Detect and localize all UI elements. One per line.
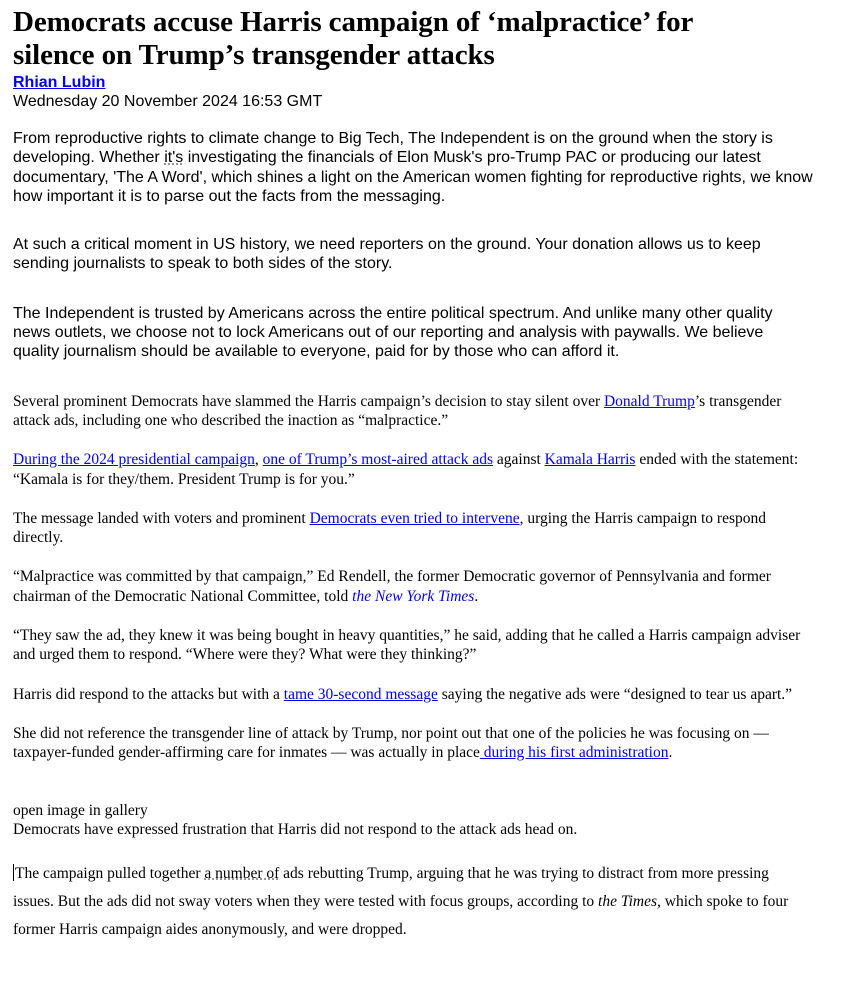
text-cursor [13, 864, 14, 881]
body-paragraph-6: Harris did respond to the attacks but with a tame 30-second message saying the negative ads were “designed to tear us apart.” [13, 685, 793, 703]
publish-date: Wednesday 20 November 2024 16:53 GMT [13, 93, 323, 110]
headline [13, 6, 813, 72]
body-paragraph-1: Several prominent Democrats have slammed the Harris campaign’s decision to stay silent over Donald Trump’s transgender attack ads, including one who described the inaction as “malpractice.” [13, 392, 782, 429]
appeal-paragraph-1: From reproductive rights to climate change to Big Tech, The Independent is on the ground when the story is developing. Whether it's investigating the financials of Elon Musk's pro-Trump PAC or producing our latest documentary, 'The A Word', which shines a light on the American women fighting for reproductive rights, we know how important it is to parse out the facts from the messaging. [13, 130, 813, 205]
tame-message-link[interactable]: tame 30-second message [283, 685, 438, 703]
article [13, 0, 813, 944]
appeal-paragraph-2: At such a critical moment in US history, we need reporters on the ground. Your donation allows us to keep sending journalists to speak to both sides of the story. [13, 236, 761, 273]
headline-line-2: silence on Trump’s transgender attacks [13, 39, 495, 71]
campaign-2024-link[interactable]: During the 2024 presidential campaign [13, 451, 255, 469]
appeal-paragraph-3: The Independent is trusted by Americans across the entire political spectrum. And unlike many other quality news outlets, we choose not to lock Americans out of our reporting and analysis with paywalls. We believe quality journalism should be available to everyone, paid for by those who can afford it. [13, 304, 773, 361]
image-caption: Democrats have expressed frustration that Harris did not respond to the attack ads head on. [13, 820, 578, 838]
body-paragraph-3: The message landed with voters and prominent Democrats even tried to intervene, urging the Harris campaign to respond directly. [13, 509, 766, 547]
open-gallery-link[interactable]: open image in gallery [13, 801, 148, 819]
kamala-harris-link[interactable]: Kamala Harris [544, 451, 636, 469]
new-york-times-link[interactable]: the New York Times [352, 587, 475, 605]
body-paragraph-5: “They saw the ad, they knew it was being bought in heavy quantities,” he said, adding that he called a Harris campaign adviser and urged them to respond. “Where were they? What were they thinking?” [13, 627, 801, 664]
times-reference: the Times, [598, 893, 661, 911]
democrats-intervene-link[interactable]: Democrats even tried to intervene [309, 509, 520, 527]
body-paragraph-4: “Malpractice was committed by that campaign,” Ed Rendell, the former Democratic governor of Pennsylvania and former chairman of the Democratic National Committee, told the New York Times. [13, 568, 771, 605]
body-paragraph-7: She did not reference the transgender line of attack by Trump, nor point out that one of the policies he was focusing on — taxpayer-funded gender-affirming care for inmates — was actually in place during his first administration. [13, 724, 769, 762]
first-administration-link[interactable]: during his first administration [479, 744, 669, 762]
body-paragraph-2: During the 2024 presidential campaign, one of Trump’s most-aired attack ads against Kamala Harris ended with the statement: “Kamala is for they/them. President Trump is for you.” [13, 451, 799, 488]
spellcheck-phrase: a number of [204, 865, 280, 883]
headline-line-1: Democrats accuse Harris campaign of ‘malpractice’ for [13, 6, 694, 38]
attack-ads-link[interactable]: one of Trump’s most-aired attack ads [262, 451, 493, 469]
body-paragraph-8: The campaign pulled together a number of ads rebutting Trump, arguing that he was trying to distract from more pressing issues. But the ads did not sway voters when they were tested with focus groups, according to the Times, which spoke to four former Harris campaign aides anonymously, and were dropped. [13, 865, 789, 939]
author-link[interactable]: Rhian Lubin [13, 74, 106, 91]
byline [13, 73, 813, 92]
spellcheck-word: it's [164, 149, 184, 167]
donald-trump-link[interactable]: Donald Trump [603, 392, 695, 410]
